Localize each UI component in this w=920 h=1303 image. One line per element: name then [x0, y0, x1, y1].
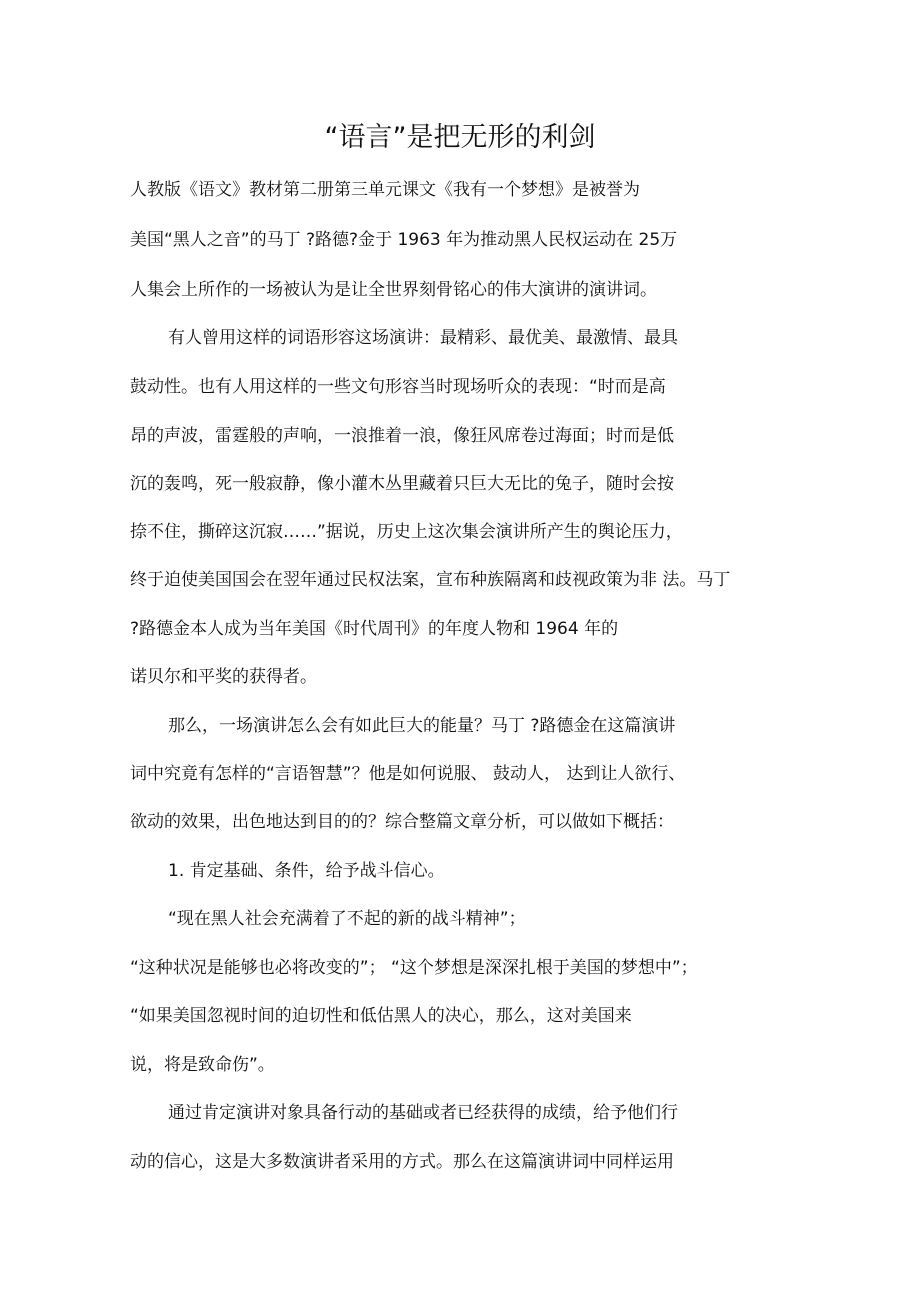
text-line: 美国“黑人之音”的马丁 ?路德?金于 1963 年为推动黑人民权运动在 25万 [130, 230, 678, 250]
text-line: 昂的声波，雷霆般的声响，一浪推着一浪，像狂风席卷过海面；时而是低 [130, 426, 674, 446]
text-line: 欲动的效果，出色地达到目的的？综合整篇文章分析，可以做如下概括： [130, 812, 674, 832]
text-line: 终于迫使美国国会在翌年通过民权法案，宣布种族隔离和歧视政策为非 法。马丁 [130, 570, 731, 590]
text-line: 动的信心，这是大多数演讲者采用的方式。那么在这篇演讲词中同样运用 [130, 1152, 674, 1172]
text-line: 鼓动性。也有人用这样的一些文句形容当时现场听众的表现：“时而是高 [130, 377, 666, 397]
text-line: 诺贝尔和平奖的获得者。 [130, 667, 317, 687]
quote-line: 说，将是致命伤”。 [130, 1055, 275, 1075]
text-line: 通过肯定演讲对象具备行动的基础或者已经获得的成绩，给予他们行 [168, 1103, 678, 1123]
text-line: 人集会上所作的一场被认为是让全世界刻骨铭心的伟大演讲的演讲词。 [130, 280, 657, 300]
text-line: 有人曾用这样的词语形容这场演讲：最精彩、最优美、最激情、最具 [168, 328, 678, 348]
text-line: 沉的轰鸣，死一般寂静，像小灌木丛里藏着只巨大无比的兔子，随时会按 [130, 474, 674, 494]
text-line: 捺不住，撕碎这沉寂……”据说，历史上这次集会演讲所产生的舆论压力， [130, 522, 683, 542]
text-line: ?路德金本人成为当年美国《时代周刊》的年度人物和 1964 年的 [130, 619, 619, 639]
quote-line: “如果美国忽视时间的迫切性和低估黑人的决心，那么，这对美国来 [130, 1006, 632, 1026]
quote-line: “这种状况是能够也必将改变的”； “这个梦想是深深扎根于美国的梦想中”； [130, 958, 698, 978]
text-line: 人教版《语文》教材第二册第三单元课文《我有一个梦想》是被誉为 [130, 180, 640, 200]
quote-line: “现在黑人社会充满着了不起的新的战斗精神”； [168, 909, 526, 929]
page-title: “语言”是把无形的利剑 [324, 122, 596, 153]
list-item: 1. 肯定基础、条件，给予战斗信心。 [168, 861, 445, 881]
text-line: 那么，一场演讲怎么会有如此巨大的能量？马丁 ?路德金在这篇演讲 [168, 716, 676, 736]
text-line: 词中究竟有怎样的“言语智慧”？他是如何说服、 鼓动人， 达到让人欲行、 [130, 764, 686, 784]
